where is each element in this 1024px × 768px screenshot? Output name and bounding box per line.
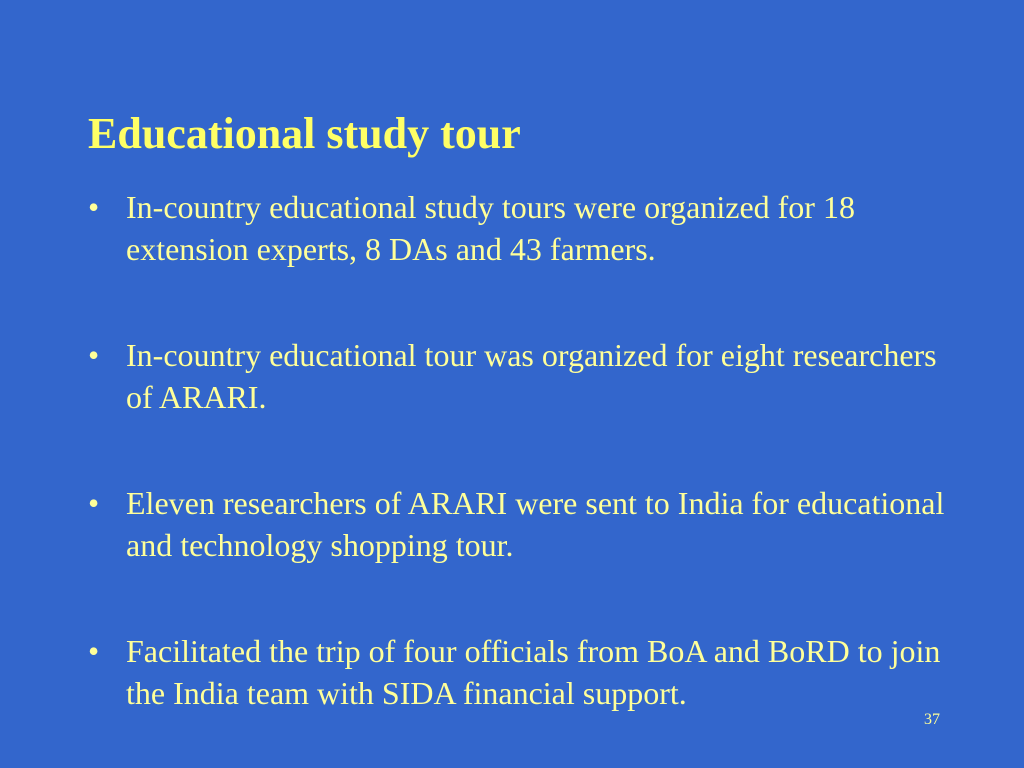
bullet-icon: • (88, 485, 100, 521)
bullet-icon: • (88, 189, 100, 225)
bullet-icon: • (88, 633, 100, 669)
bullet-item (88, 482, 948, 566)
bullet-text: Eleven researchers of ARARI were sent to India for educational and technology shopping tour. (126, 485, 945, 563)
bullet-list (88, 186, 948, 714)
bullet-text: In-country educational tour was organized for eight researchers of ARARI. (126, 337, 937, 415)
page-number: 37 (924, 711, 940, 728)
bullet-item (88, 630, 948, 714)
bullet-text: Facilitated the trip of four officials from BoA and BoRD to join the India team with SIDA financial support. (126, 633, 941, 711)
slide-title: Educational study tour (88, 109, 521, 158)
bullet-item (88, 334, 948, 418)
bullet-text: In-country educational study tours were organized for 18 extension experts, 8 DAs and 43 farmers. (126, 189, 855, 267)
bullet-icon: • (88, 337, 100, 373)
bullet-item (88, 186, 948, 270)
